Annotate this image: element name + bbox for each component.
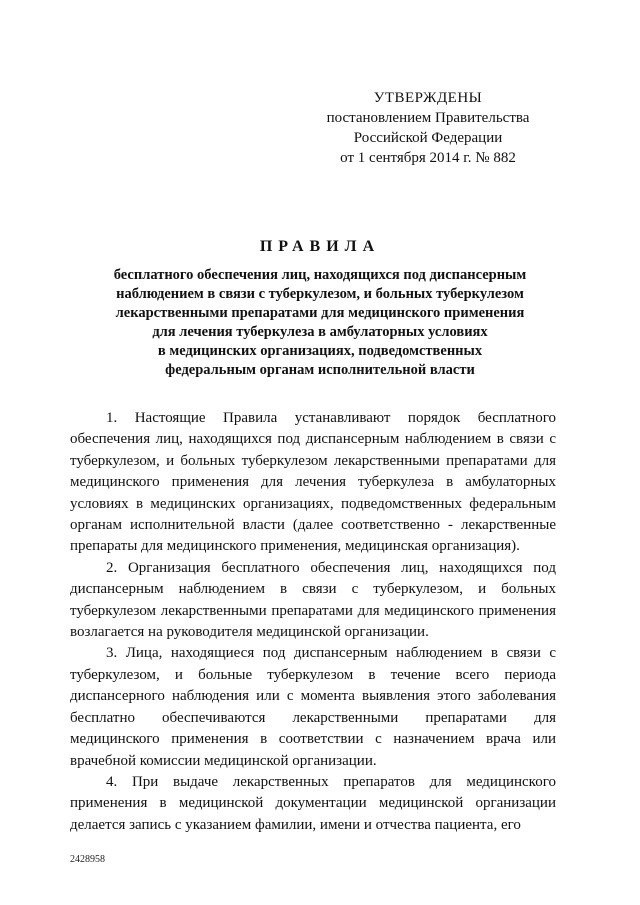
paragraph-1: 1. Настоящие Правила устанавливают порядок бесплатного обеспечения лиц, находящихся под диспансерным наблюдением в связи с туберкулезом, и больных туберкулезом лекарственными препаратами для медицинского применения для лечения туберкулеза в амбулаторных условиях в медицинских организациях, подведомственных федеральным органам исполнительной власти (далее соответственно - лекарственные препараты для медицинского применения, медицинская организация). <box>70 410 556 555</box>
subtitle-line: лекарственными препаратами для медицинского применения <box>115 305 525 321</box>
paragraph-4: 4. При выдаче лекарственных препаратов для медицинского применения в медицинской документации медицинской организации делается запись с указанием фамилии, имени и отчества пациента, его <box>70 773 556 833</box>
paragraph-3: 3. Лица, находящиеся под диспансерным наблюдением в связи с туберкулезом, и больные туберкулезом в течение всего периода диспансерного наблюдения или с момента выявления этого заболевания бесплатно обеспечиваются лекарственными препаратами для медицинского применения в соответствии с назначением врача или врачебной комиссии медицинской организации. <box>70 645 556 769</box>
subtitle-line: в медицинских организациях, подведомственных <box>157 343 483 359</box>
approval-line-1: постановлением Правительства <box>326 110 530 126</box>
subtitle-line: наблюдением в связи с туберкулезом, и больных туберкулезом <box>116 286 524 302</box>
document-title: ПРАВИЛА <box>259 238 381 255</box>
approval-stamp: УТВЕРЖДЕНЫ <box>373 90 483 106</box>
paragraph-2: 2. Организация бесплатного обеспечения лиц, находящихся под диспансерным наблюдением в связи с туберкулезом, и больных туберкулезом лекарственными препаратами для медицинского применения возлагается на руководителя медицинской организации. <box>70 559 556 641</box>
document-body <box>70 408 556 836</box>
subtitle-line: федеральным органам исполнительной власти <box>165 362 475 378</box>
document-code: 2428958 <box>70 854 105 865</box>
approval-line-3: от 1 сентября 2014 г. № 882 <box>340 150 516 166</box>
approval-block <box>318 88 538 168</box>
subtitle-line: бесплатного обеспечения лиц, находящихся под диспансерным <box>113 267 527 283</box>
document-subtitle <box>60 266 580 380</box>
subtitle-line: для лечения туберкулеза в амбулаторных условиях <box>152 324 488 340</box>
approval-line-2: Российской Федерации <box>353 130 503 146</box>
